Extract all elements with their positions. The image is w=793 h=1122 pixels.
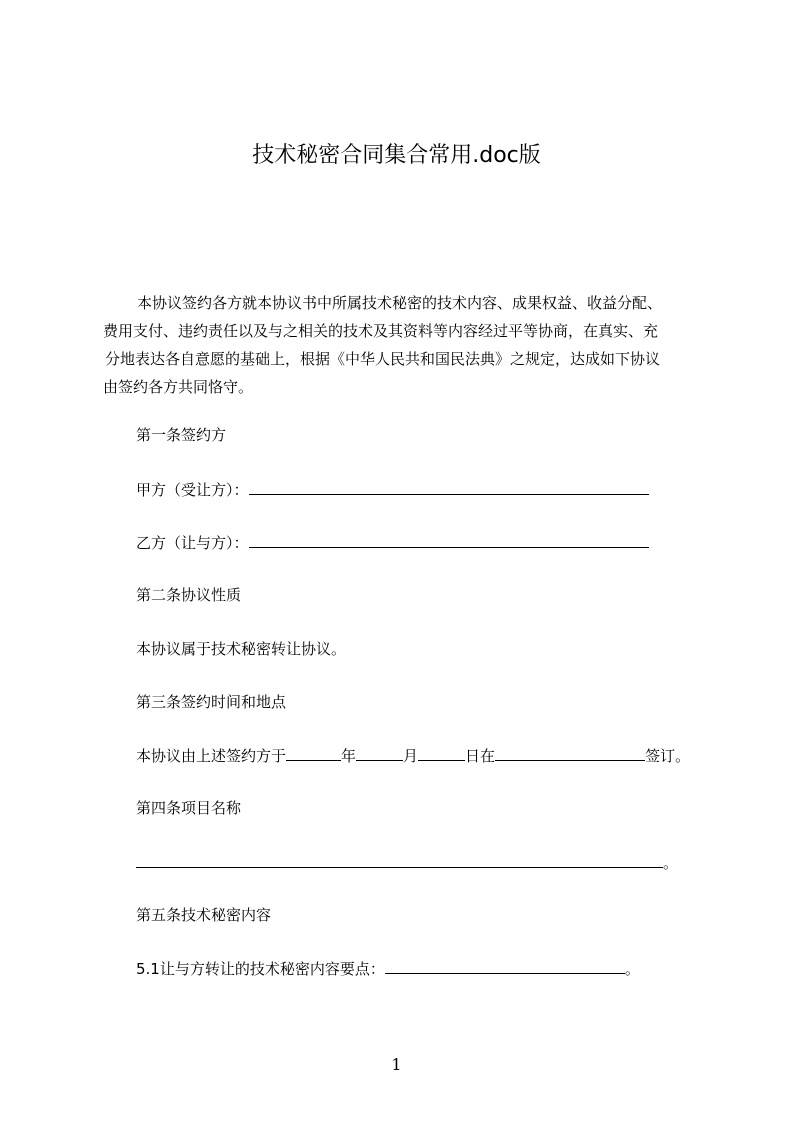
party-b-line	[136, 532, 649, 553]
item-5-1-blank[interactable]	[385, 958, 625, 974]
party-a-blank[interactable]	[249, 479, 649, 495]
project-name-end: 。	[663, 854, 679, 872]
article-2-heading: 第二条协议性质	[136, 586, 242, 604]
party-b-blank[interactable]	[249, 532, 649, 548]
project-name-blank[interactable]	[136, 852, 663, 868]
party-b-label: 乙方（让与方）：	[136, 534, 249, 552]
year-blank[interactable]	[286, 745, 341, 761]
page-number: 1	[391, 1055, 402, 1074]
item-5-1-label: 5.1让与方转让的技术秘密内容要点：	[136, 960, 385, 978]
intro-line: 分地表达各自意愿的基础上，根据《中华人民共和国民法典》之规定，达成如下协议	[105, 350, 661, 368]
intro-line: 本协议签约各方就本协议书中所属技术秘密的技术内容、成果权益、收益分配、	[137, 294, 663, 312]
month-blank[interactable]	[356, 745, 403, 761]
day-blank[interactable]	[418, 745, 465, 761]
article-5-heading: 第五条技术秘密内容	[136, 906, 272, 924]
intro-line: 费用支付、违约责任以及与之相关的技术及其资料等内容经过平等协商，在真实、充	[103, 322, 659, 340]
article-3-text	[136, 745, 690, 766]
intro-paragraph	[103, 289, 703, 401]
month-label: 月	[403, 747, 419, 765]
day-at-label: 日在	[465, 747, 496, 765]
project-name-line	[136, 852, 678, 873]
article-1-heading: 第一条签约方	[136, 426, 227, 444]
year-label: 年	[341, 747, 357, 765]
intro-line: 由签约各方共同恪守。	[103, 378, 254, 396]
article-4-heading: 第四条项目名称	[136, 799, 242, 817]
item-5-1-line	[136, 958, 640, 979]
article-3-prefix: 本协议由上述签约方于	[136, 747, 287, 765]
article-3-heading: 第三条签约时间和地点	[136, 693, 287, 711]
article-2-text: 本协议属于技术秘密转让协议。	[136, 640, 347, 658]
party-a-line	[136, 479, 649, 500]
place-blank[interactable]	[495, 745, 645, 761]
item-5-1-end: 。	[624, 960, 640, 978]
party-a-label: 甲方（受让方）：	[136, 481, 249, 499]
document-title: 技术秘密合同集合常用.doc版	[252, 143, 541, 168]
article-3-suffix: 签订。	[645, 747, 691, 765]
